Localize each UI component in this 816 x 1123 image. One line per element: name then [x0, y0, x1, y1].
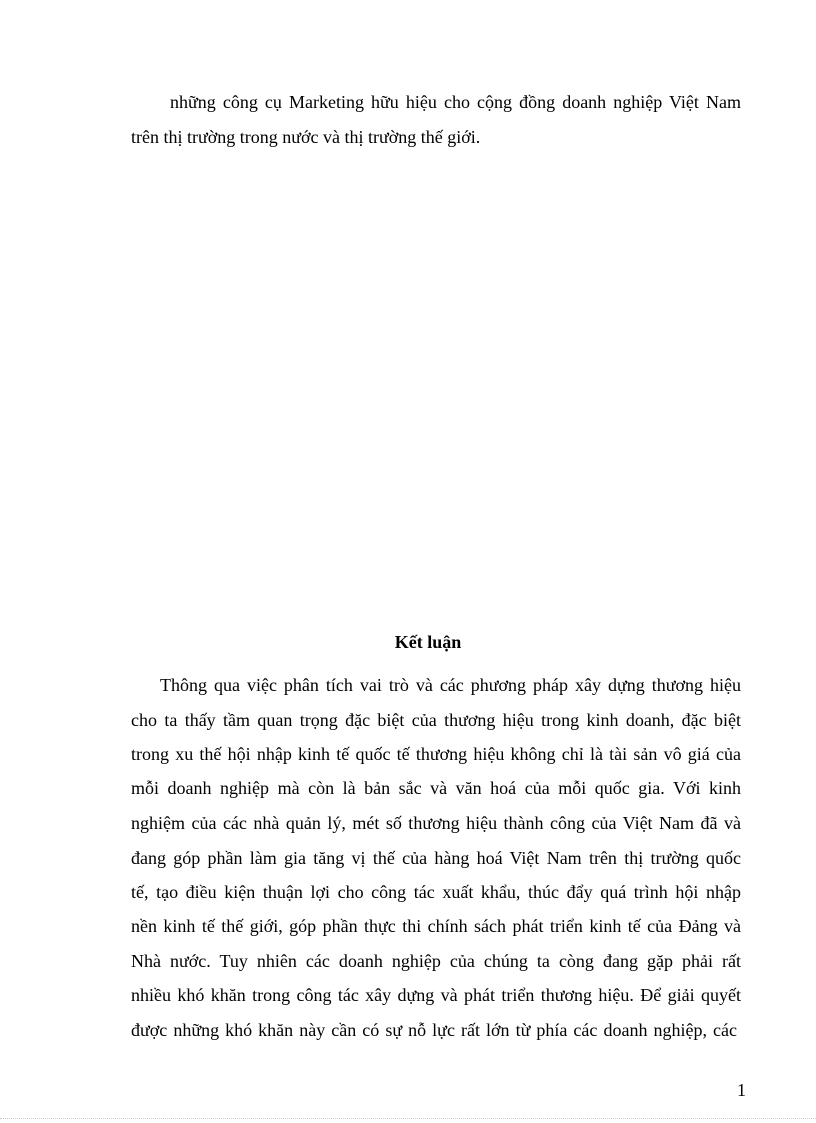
page-number: 1 [737, 1080, 746, 1100]
conclusion-line-5: nghiệm của các nhà quản lý, mét số thương hiệu thành công của Việt Nam đã và [131, 813, 741, 833]
conclusion-line-3: trong xu thế hội nhập kinh tế quốc tế thương hiệu không chỉ là tài sản vô giá của [131, 744, 741, 764]
conclusion-line-8: nền kinh tế thế giới, góp phần thực thi chính sách phát triển kinh tế của Đảng và [131, 916, 741, 936]
conclusion-line-2: cho ta thấy tầm quan trọng đặc biệt của thương hiệu trong kinh doanh, đặc biệt [131, 710, 741, 730]
conclusion-line-11: được những khó khăn này cần có sự nỗ lực rất lớn từ phía các doanh nghiệp, các [131, 1020, 737, 1040]
conclusion-line-9: Nhà nước. Tuy nhiên các doanh nghiệp của chúng ta còng đang gặp phải rất [131, 951, 741, 971]
conclusion-line-10: nhiều khó khăn trong công tác xây dựng và phát triển thương hiệu. Để giải quyết [131, 985, 741, 1005]
conclusion-line-1: Thông qua việc phân tích vai trò và các phương pháp xây dựng thương hiệu [160, 675, 741, 695]
top-paragraph-line-2: trên thị trường trong nước và thị trường thế giới. [131, 127, 481, 147]
page-bottom-divider [0, 1118, 816, 1119]
conclusion-heading: Kết luận [394, 632, 462, 652]
conclusion-line-6: đang góp phần làm gia tăng vị thế của hàng hoá Việt Nam trên thị trường quốc [131, 848, 741, 868]
conclusion-line-7: tế, tạo điều kiện thuận lợi cho công tác xuất khẩu, thúc đẩy quá trình hội nhập [131, 882, 741, 902]
top-paragraph-line-1: những công cụ Marketing hữu hiệu cho cộng đồng doanh nghiệp Việt Nam [170, 92, 741, 112]
conclusion-line-4: mỗi doanh nghiệp mà còn là bản sắc và văn hoá của mỗi quốc gia. Với kinh [131, 778, 741, 798]
